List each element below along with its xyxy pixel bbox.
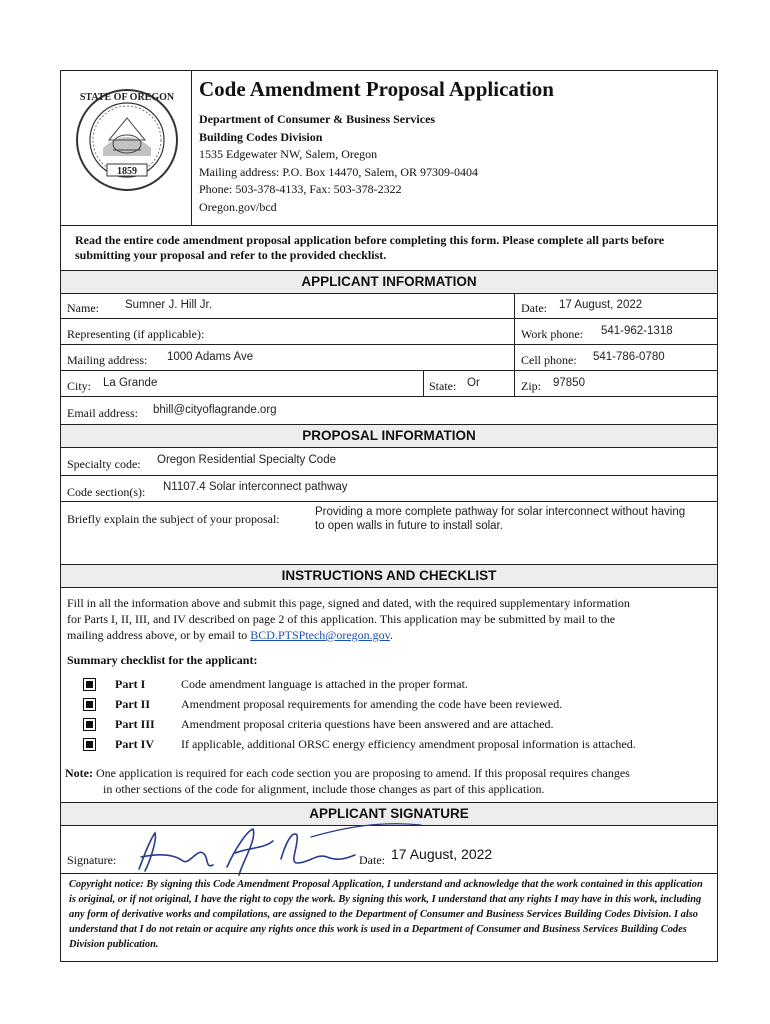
work-phone-field[interactable]: 541-962-1318	[601, 325, 673, 337]
part-1-checkbox[interactable]	[83, 678, 96, 691]
copyright-text: By signing this Code Amendment Proposal Application, I understand and acknowledge that the work contained in this application is original, or if not original, I have the right to copy the work. By signing this work, I understand that any rights I may have in this work, including any form of derivative works and compilations, are assigned to the Department of Consumer and Business Services Building Codes Division. I also understand that I do not retain or acquire any rights once this work is used in a Department of Consumer and Business Services Building Codes Division publication.	[69, 879, 703, 950]
email-field[interactable]: bhill@cityoflagrande.org	[153, 404, 277, 416]
email-label: Email address:	[67, 406, 138, 420]
form-header	[61, 71, 717, 226]
department-name: Department of Consumer & Business Services	[199, 112, 436, 126]
explain-line-2: to open walls in future to install solar.	[315, 520, 503, 532]
name-label: Name:	[67, 301, 99, 315]
code-section-label: Code section(s):	[67, 485, 146, 499]
proposal-info-heading: PROPOSAL INFORMATION	[61, 424, 717, 448]
divider	[514, 319, 515, 344]
seal-text: STATE OF OREGON	[79, 92, 175, 103]
mailing-row	[61, 345, 717, 371]
form-title: Code Amendment Proposal Application	[199, 77, 554, 101]
instructions-heading: INSTRUCTIONS AND CHECKLIST	[61, 564, 717, 588]
city-field[interactable]: La Grande	[103, 377, 158, 389]
part-2-description: Amendment proposal requirements for amending the code have been reviewed.	[181, 697, 563, 711]
part-3-label: Part III	[115, 717, 155, 731]
instructions-line-1: Fill in all the information above and submit this page, signed and dated, with the required supplementary information	[67, 596, 630, 610]
website: Oregon.gov/bcd	[199, 199, 277, 214]
instructions-line-3-text: mailing address above, or by email to	[67, 628, 248, 642]
note-line-1	[65, 765, 711, 781]
street-address: 1535 Edgewater NW, Salem, Oregon	[199, 147, 378, 161]
instructions-period: .	[389, 628, 393, 642]
work-phone-label: Work phone:	[521, 327, 584, 341]
code-section-row	[61, 476, 717, 502]
part-1-description: Code amendment language is attached in the proper format.	[181, 677, 468, 691]
representing-label: Representing (if applicable):	[67, 327, 205, 341]
division-name: Building Codes Division	[199, 129, 323, 144]
instructions-text	[67, 595, 707, 643]
form-frame	[60, 70, 718, 962]
signature-date-label: Date:	[359, 853, 385, 867]
signature-label: Signature:	[67, 853, 117, 867]
city-label: City:	[67, 379, 92, 393]
specialty-code-label: Specialty code:	[67, 457, 141, 471]
part-3-description: Amendment proposal criteria questions have been answered and are attached.	[181, 717, 554, 731]
representing-row	[61, 319, 717, 345]
date-field[interactable]: 17 August, 2022	[559, 299, 643, 311]
applicant-info-heading: APPLICANT INFORMATION	[61, 270, 717, 294]
mailing-address-field[interactable]: 1000 Adams Ave	[167, 351, 254, 363]
note	[65, 765, 711, 797]
note-label: Note:	[65, 766, 93, 780]
signature-heading: APPLICANT SIGNATURE	[61, 802, 717, 826]
note-text-1: One application is required for each code section you are proposing to amend. If this proposal requires changes	[95, 766, 630, 780]
oregon-state-seal-icon	[73, 86, 181, 194]
name-row	[61, 293, 717, 319]
seal-cell	[61, 71, 192, 225]
explain-line-1: Providing a more complete pathway for solar interconnect without having	[315, 506, 686, 518]
explain-row	[61, 502, 717, 564]
department-info	[199, 111, 478, 216]
divider	[514, 345, 515, 370]
mailing-address-label: Mailing address:	[67, 353, 148, 367]
code-section-field[interactable]: N1107.4 Solar interconnect pathway	[163, 481, 348, 493]
state-field[interactable]: Or	[467, 377, 480, 389]
cell-phone-label: Cell phone:	[521, 353, 577, 367]
copyright-label: Copyright notice:	[69, 879, 144, 890]
part-1-label: Part I	[115, 677, 146, 691]
submission-email-link[interactable]: BCD.PTSPtech@oregon.gov	[250, 628, 390, 642]
signature-date-field[interactable]: 17 August, 2022	[391, 846, 493, 862]
explain-label: Briefly explain the subject of your proposal:	[67, 512, 280, 526]
mailing-address: Mailing address: P.O. Box 14470, Salem, OR 97309-0404	[199, 164, 478, 179]
part-3-checkbox[interactable]	[83, 718, 96, 731]
name-field[interactable]: Sumner J. Hill Jr.	[125, 299, 212, 311]
divider	[423, 371, 424, 396]
city-row	[61, 371, 717, 397]
instructions-line-2: for Parts I, II, III, and IV described on page 2 of this application. This application may be submitted by mail to the	[67, 612, 616, 626]
phone-fax: Phone: 503-378-4133, Fax: 503-378-2322	[199, 182, 402, 196]
zip-label: Zip:	[521, 379, 541, 393]
instructions-line-3	[67, 627, 707, 643]
part-4-description: If applicable, additional ORSC energy efficiency amendment proposal information is attached.	[181, 737, 636, 751]
email-row	[61, 397, 717, 424]
specialty-row	[61, 447, 717, 476]
seal-year: 1859	[117, 166, 137, 177]
cell-phone-field[interactable]: 541-786-0780	[593, 351, 665, 363]
part-2-label: Part II	[115, 697, 150, 711]
part-4-checkbox[interactable]	[83, 738, 96, 751]
zip-field[interactable]: 97850	[553, 377, 585, 389]
instructions-intro: Read the entire code amendment proposal application before completing this form. Please complete all parts before submitting your proposal and refer to the provided checklist.	[75, 233, 665, 262]
divider	[514, 371, 515, 396]
part-4-label: Part IV	[115, 737, 154, 751]
explain-field[interactable]	[315, 505, 685, 533]
copyright-notice	[69, 877, 711, 952]
specialty-code-field[interactable]: Oregon Residential Specialty Code	[157, 454, 336, 466]
summary-checklist-label: Summary checklist for the applicant:	[67, 653, 258, 667]
part-2-checkbox[interactable]	[83, 698, 96, 711]
divider	[514, 293, 515, 318]
note-line-2: in other sections of the code for alignment, include those changes as part of this application.	[103, 782, 545, 796]
date-label: Date:	[521, 301, 547, 315]
state-label: State:	[429, 379, 457, 393]
